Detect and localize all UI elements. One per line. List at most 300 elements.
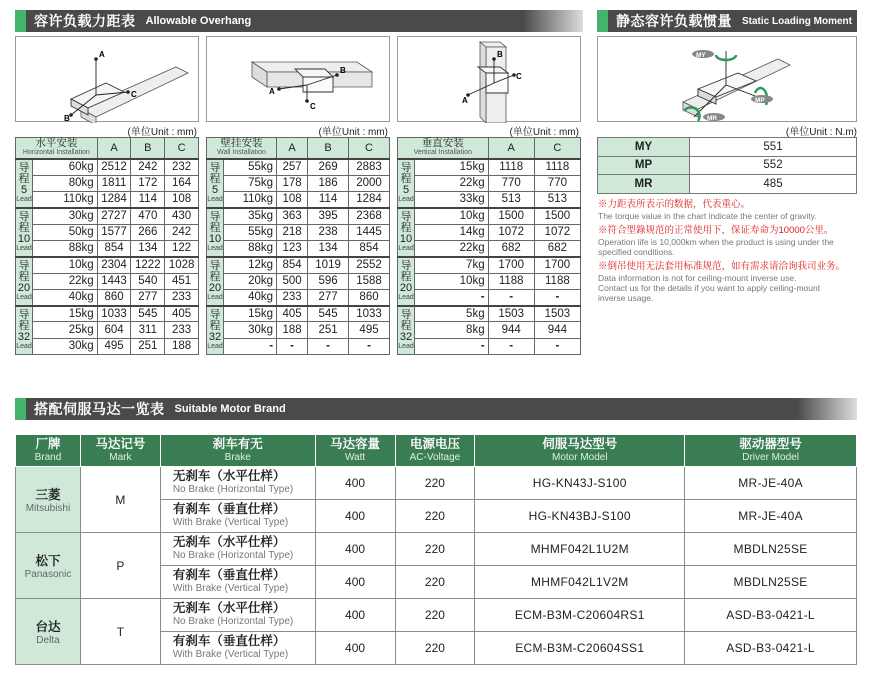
voltage-cell: 220 — [395, 566, 475, 599]
load-cell: - — [224, 338, 277, 354]
value-cell: 1033 — [349, 306, 390, 322]
note-en: Data information is not for ceiling-mount inverse use. — [598, 273, 797, 283]
value-cell: 495 — [97, 338, 131, 354]
value-cell: 233 — [277, 289, 308, 305]
lead-char-1: 导 — [18, 308, 30, 321]
unit-label-moment: (单位Unit : N.m) — [785, 127, 857, 138]
lead-group-label — [16, 208, 33, 257]
lead-group-label — [16, 306, 33, 355]
lead-group-label — [398, 159, 415, 208]
motor-brand-table — [15, 434, 857, 665]
static-header — [597, 10, 857, 32]
table-row — [16, 175, 199, 191]
header-cn: 伺服马达型号 — [542, 436, 618, 451]
horizontal-diagram — [15, 36, 199, 122]
lead-char-1: 导 — [400, 161, 412, 174]
table-row — [398, 159, 581, 175]
value-cell: 1284 — [97, 192, 131, 208]
table-row — [207, 289, 390, 305]
table-row — [16, 192, 199, 208]
column-header-b: B — [308, 138, 349, 160]
value-cell: 1072 — [534, 224, 580, 240]
load-cell: 25kg — [33, 322, 98, 338]
table-row — [398, 192, 581, 208]
moment-key: MR — [598, 175, 690, 194]
value-cell: 944 — [534, 322, 580, 338]
value-cell: 540 — [131, 273, 165, 289]
note-en: inverse usage. — [598, 293, 654, 303]
lead-caption: Lead — [398, 195, 414, 203]
value-cell: 513 — [534, 192, 580, 208]
value-cell: - — [277, 338, 308, 354]
lead-caption: Lead — [207, 342, 223, 350]
load-cell: 22kg — [33, 273, 98, 289]
load-cell: 15kg — [224, 306, 277, 322]
value-cell: 1445 — [349, 224, 390, 240]
value-cell: 500 — [277, 273, 308, 289]
moment-rail-illustration — [598, 37, 858, 123]
moment-value: 485 — [690, 175, 857, 194]
table-row — [16, 208, 199, 224]
brand-en: Panasonic — [24, 569, 72, 580]
value-cell: 218 — [277, 224, 308, 240]
column-header-c: C — [534, 138, 580, 160]
value-cell: 2368 — [349, 208, 390, 224]
brake-cn: 无刹车（水平仕样） — [172, 601, 286, 615]
vertical-rail-illustration — [398, 37, 582, 123]
motor-column-header — [160, 435, 315, 467]
value-cell: 1500 — [488, 208, 534, 224]
lead-char-1: 导 — [400, 308, 412, 321]
load-cell: 30kg — [224, 322, 277, 338]
brand-cn: 三菱 — [35, 488, 61, 502]
lead-group-label — [398, 257, 415, 306]
lead-char-1: 导 — [18, 259, 30, 272]
load-cell: 40kg — [224, 289, 277, 305]
value-cell: 188 — [277, 322, 308, 338]
note-cn: ※倒吊使用无法套用标准规范，如有需求请洽询我司业务。 — [598, 261, 846, 272]
watt-cell: 400 — [315, 467, 395, 500]
value-cell: 1019 — [308, 257, 349, 273]
mount-type-en: Horizontal Installation — [22, 149, 90, 156]
header-en: AC-Voltage — [409, 451, 461, 463]
lead-char-1: 导 — [209, 308, 221, 321]
lead-char-1: 导 — [18, 210, 30, 223]
brand-cell — [16, 599, 81, 665]
lead-value: 10 — [399, 232, 413, 245]
header-accent — [15, 10, 26, 32]
value-cell: 860 — [349, 289, 390, 305]
moment-value: 552 — [690, 156, 857, 175]
table-row — [207, 159, 390, 175]
table-row — [598, 156, 857, 175]
value-cell: 604 — [97, 322, 131, 338]
motor-column-header — [685, 435, 857, 467]
table-row — [16, 306, 199, 322]
column-header-c: C — [165, 138, 199, 160]
brake-cn: 有刹车（垂直仕样） — [172, 502, 286, 516]
lead-char-2: 程 — [209, 221, 221, 234]
value-cell: - — [349, 338, 390, 354]
value-cell: 122 — [165, 240, 199, 256]
lead-caption: Lead — [207, 195, 223, 203]
header-accent — [597, 10, 608, 32]
note-cn: ※力距表所表示的数据，代表重心。 — [598, 199, 751, 210]
lead-char-1: 导 — [209, 259, 221, 272]
lead-char-2: 程 — [18, 319, 30, 332]
brake-en: With Brake (Vertical Type) — [172, 583, 289, 594]
value-cell: 1500 — [534, 208, 580, 224]
table-row — [207, 224, 390, 240]
voltage-cell: 220 — [395, 599, 475, 632]
value-cell: 854 — [277, 257, 308, 273]
lead-caption: Lead — [16, 244, 32, 252]
value-cell: 470 — [131, 208, 165, 224]
load-cell: 35kg — [224, 208, 277, 224]
load-cell: 12kg — [224, 257, 277, 273]
table-row — [207, 322, 390, 338]
header-en: Watt — [344, 451, 366, 463]
header-en: Brand — [34, 451, 62, 463]
load-cell: 55kg — [224, 159, 277, 175]
lead-char-1: 导 — [400, 259, 412, 272]
lead-group-label — [16, 257, 33, 306]
brake-cell — [160, 566, 315, 599]
note-en: specified conditions. — [598, 247, 675, 257]
note-item — [598, 199, 860, 221]
value-cell: 1188 — [488, 273, 534, 289]
value-cell: 114 — [308, 192, 349, 208]
voltage-cell: 220 — [395, 500, 475, 533]
value-cell: 682 — [534, 240, 580, 256]
load-cell: 50kg — [33, 224, 98, 240]
label-mp: MP — [755, 97, 765, 104]
value-cell: 108 — [165, 192, 199, 208]
watt-cell: 400 — [315, 566, 395, 599]
value-cell: 1700 — [488, 257, 534, 273]
unit-label-horizontal: (单位Unit : mm) — [127, 127, 197, 138]
value-cell: 114 — [131, 192, 165, 208]
load-cell: 5kg — [415, 306, 489, 322]
moment-value: 551 — [690, 138, 857, 157]
value-cell: 2000 — [349, 175, 390, 191]
header-cn: 驱动器型号 — [739, 436, 802, 451]
value-cell: 178 — [277, 175, 308, 191]
brake-cell — [160, 500, 315, 533]
load-cell: 8kg — [415, 322, 489, 338]
brake-cn: 有刹车（垂直仕样） — [172, 634, 286, 648]
load-cell: 22kg — [415, 175, 489, 191]
header-cn: 厂牌 — [35, 436, 61, 451]
static-title-cn: 静态容许负载惯量 — [616, 14, 732, 30]
value-cell: 134 — [308, 240, 349, 256]
table-row — [207, 273, 390, 289]
value-cell: 172 — [131, 175, 165, 191]
brake-cell — [160, 533, 315, 566]
value-cell: 854 — [97, 240, 131, 256]
value-cell: 513 — [488, 192, 534, 208]
header-cn: 马达容量 — [330, 436, 381, 451]
value-cell: 682 — [488, 240, 534, 256]
table-row — [598, 175, 857, 194]
table-row — [207, 240, 390, 256]
value-cell: 860 — [97, 289, 131, 305]
wall-rail-illustration — [207, 37, 391, 123]
table-row — [598, 138, 857, 157]
motor-column-header — [315, 435, 395, 467]
note-item — [598, 261, 860, 303]
watt-cell: 400 — [315, 533, 395, 566]
table-row — [16, 322, 199, 338]
motor-model-cell: HG-KN43BJ-S100 — [475, 500, 685, 533]
table-row — [207, 338, 390, 354]
brake-cell — [160, 467, 315, 500]
lead-caption: Lead — [398, 244, 414, 252]
header-en: Brake — [224, 451, 251, 463]
table-row — [16, 240, 199, 256]
lead-char-2: 程 — [209, 172, 221, 185]
value-cell: 186 — [308, 175, 349, 191]
load-cell: 110kg — [224, 192, 277, 208]
table-row — [16, 467, 857, 500]
brake-en: No Brake (Horizontal Type) — [172, 616, 294, 627]
motor-column-header — [395, 435, 475, 467]
value-cell: 545 — [308, 306, 349, 322]
table-row — [398, 306, 581, 322]
value-cell: 854 — [349, 240, 390, 256]
brake-en: No Brake (Horizontal Type) — [172, 484, 294, 495]
lead-char-2: 程 — [18, 172, 30, 185]
value-cell: 1577 — [97, 224, 131, 240]
value-cell: 188 — [165, 338, 199, 354]
label-a: A — [269, 87, 275, 96]
value-cell: 269 — [308, 159, 349, 175]
motor-model-cell: ECM-B3M-C20604SS1 — [475, 632, 685, 665]
table-row — [398, 224, 581, 240]
load-cell: 60kg — [33, 159, 98, 175]
lead-caption: Lead — [398, 293, 414, 301]
lead-caption: Lead — [207, 244, 223, 252]
brake-cn: 无刹车（水平仕样） — [172, 469, 286, 483]
value-cell: 770 — [488, 175, 534, 191]
overhang-title-cn: 容许负载力距表 — [34, 14, 136, 30]
header-en: Driver Model — [742, 451, 799, 463]
lead-value: 20 — [208, 281, 222, 294]
value-cell: 770 — [534, 175, 580, 191]
lead-group-label — [398, 306, 415, 355]
load-cell: 10kg — [33, 257, 98, 273]
note-item — [598, 225, 860, 257]
load-cell: 30kg — [33, 208, 98, 224]
value-cell: 1503 — [488, 306, 534, 322]
brand-cell — [16, 467, 81, 533]
motor-title-cn: 搭配伺服马达一览表 — [34, 402, 165, 418]
load-cell: 14kg — [415, 224, 489, 240]
lead-value: 20 — [399, 281, 413, 294]
vertical-diagram — [397, 36, 581, 122]
load-cell: 80kg — [33, 175, 98, 191]
value-cell: 123 — [277, 240, 308, 256]
wall-diagram — [206, 36, 390, 122]
overhang-header — [15, 10, 583, 32]
lead-char-2: 程 — [209, 270, 221, 283]
lead-group-label — [207, 159, 224, 208]
motor-model-cell: MHMF042L1U2M — [475, 533, 685, 566]
watt-cell: 400 — [315, 632, 395, 665]
lead-caption: Lead — [16, 342, 32, 350]
static-moment-table — [597, 137, 857, 194]
load-cell: - — [415, 338, 489, 354]
table-row — [398, 338, 581, 354]
value-cell: 134 — [131, 240, 165, 256]
value-cell: 405 — [165, 306, 199, 322]
voltage-cell: 220 — [395, 632, 475, 665]
table-row — [16, 159, 199, 175]
lead-char-1: 导 — [18, 161, 30, 174]
value-cell: 266 — [131, 224, 165, 240]
table-row — [16, 338, 199, 354]
static-title-en: Static Loading Moment — [742, 15, 852, 27]
value-cell: - — [308, 338, 349, 354]
value-cell: 1443 — [97, 273, 131, 289]
header-cn: 电源电压 — [409, 436, 460, 451]
load-cell: 55kg — [224, 224, 277, 240]
lead-caption: Lead — [207, 293, 223, 301]
label-c: C — [310, 102, 316, 111]
watt-cell: 400 — [315, 500, 395, 533]
motor-title-en: Suitable Motor Brand — [174, 403, 286, 415]
value-cell: 1700 — [534, 257, 580, 273]
motor-model-cell: MHMF042L1V2M — [475, 566, 685, 599]
value-cell: 1028 — [165, 257, 199, 273]
value-cell: 2883 — [349, 159, 390, 175]
lead-caption: Lead — [398, 342, 414, 350]
driver-model-cell: MR-JE-40A — [685, 467, 857, 500]
value-cell: 277 — [308, 289, 349, 305]
moment-key: MY — [598, 138, 690, 157]
lead-value: 5 — [402, 183, 410, 196]
value-cell: 238 — [308, 224, 349, 240]
load-cell: 7kg — [415, 257, 489, 273]
label-a: A — [99, 50, 105, 59]
load-cell: 15kg — [415, 159, 489, 175]
mount-type-header — [207, 138, 277, 160]
mount-type-cn: 壁挂安装 — [220, 137, 263, 149]
horizontal-rail-illustration — [16, 37, 200, 123]
lead-char-2: 程 — [18, 270, 30, 283]
value-cell: 2304 — [97, 257, 131, 273]
lead-group-label — [207, 208, 224, 257]
table-row — [16, 599, 857, 632]
note-en: Contact us for the details if you want to apply ceiling-mount — [598, 283, 821, 293]
motor-header — [15, 398, 857, 420]
lead-value: 10 — [208, 232, 222, 245]
brake-cn: 有刹车（垂直仕样） — [172, 568, 286, 582]
column-header-a: A — [97, 138, 131, 160]
note-en: Operation life is 10,000km when the product is using under the — [598, 237, 834, 247]
lead-value: 32 — [399, 330, 413, 343]
lead-char-2: 程 — [18, 221, 30, 234]
lead-group-label — [16, 159, 33, 208]
motor-model-cell: HG-KN43J-S100 — [475, 467, 685, 500]
lead-char-1: 导 — [400, 210, 412, 223]
driver-model-cell: MBDLN25SE — [685, 533, 857, 566]
mount-type-cn: 水平安装 — [35, 137, 78, 149]
mark-cell: T — [80, 599, 160, 665]
lead-char-2: 程 — [400, 270, 412, 283]
label-b: B — [340, 66, 346, 75]
table-row — [398, 322, 581, 338]
value-cell: 108 — [277, 192, 308, 208]
lead-char-2: 程 — [400, 221, 412, 234]
table-row — [398, 273, 581, 289]
mark-cell: P — [80, 533, 160, 599]
load-cell: 15kg — [33, 306, 98, 322]
load-cell: - — [415, 289, 489, 305]
mark-cell: M — [80, 467, 160, 533]
brand-cn: 台达 — [35, 620, 61, 634]
label-c: C — [131, 90, 137, 99]
mount-type-en: Wall Installation — [217, 149, 266, 156]
value-cell: 2552 — [349, 257, 390, 273]
value-cell: 1588 — [349, 273, 390, 289]
value-cell: 395 — [308, 208, 349, 224]
load-cell: 33kg — [415, 192, 489, 208]
table-row — [398, 257, 581, 273]
load-cell: 75kg — [224, 175, 277, 191]
value-cell: 257 — [277, 159, 308, 175]
load-cell: 30kg — [33, 338, 98, 354]
value-cell: 1033 — [97, 306, 131, 322]
driver-model-cell: MBDLN25SE — [685, 566, 857, 599]
load-cell: 10kg — [415, 273, 489, 289]
value-cell: 1284 — [349, 192, 390, 208]
value-cell: 242 — [131, 159, 165, 175]
table-row — [16, 289, 199, 305]
mount-type-en: Vertical Installation — [413, 149, 472, 156]
wall-overhang-table — [206, 137, 390, 355]
voltage-cell: 220 — [395, 533, 475, 566]
overhang-title-en: Allowable Overhang — [145, 15, 252, 27]
lead-caption: Lead — [16, 195, 32, 203]
brand-cn: 松下 — [35, 554, 61, 568]
table-row — [16, 273, 199, 289]
mount-type-cn: 垂直安装 — [421, 137, 464, 149]
label-b: B — [64, 114, 70, 123]
value-cell: 1118 — [488, 159, 534, 175]
brake-cell — [160, 632, 315, 665]
brand-cell — [16, 533, 81, 599]
mount-type-header — [16, 138, 98, 160]
label-a: A — [462, 96, 468, 105]
table-row — [207, 306, 390, 322]
column-header-a: A — [488, 138, 534, 160]
voltage-cell: 220 — [395, 467, 475, 500]
motor-column-header — [475, 435, 685, 467]
load-cell: 10kg — [415, 208, 489, 224]
table-row — [398, 175, 581, 191]
value-cell: 1222 — [131, 257, 165, 273]
lead-group-label — [207, 257, 224, 306]
motor-model-cell: ECM-B3M-C20604RS1 — [475, 599, 685, 632]
value-cell: 1503 — [534, 306, 580, 322]
lead-char-2: 程 — [209, 319, 221, 332]
table-row — [207, 192, 390, 208]
value-cell: 1811 — [97, 175, 131, 191]
value-cell: - — [534, 289, 580, 305]
note-en: The torque value in the chart indicate the center of gravity. — [598, 211, 817, 221]
lead-group-label — [398, 208, 415, 257]
